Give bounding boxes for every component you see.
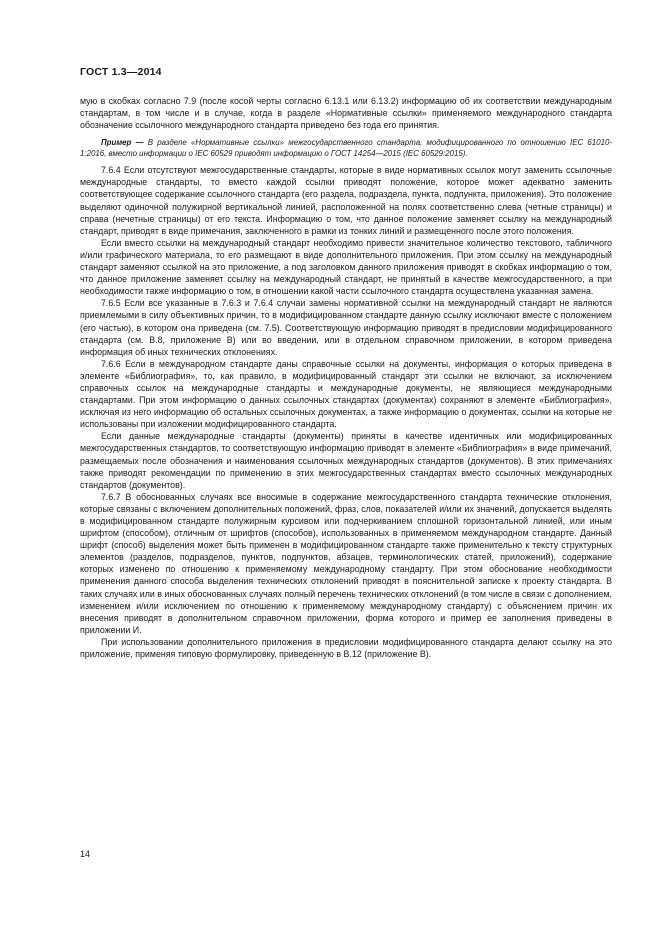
page-number: 14 [80,849,91,859]
paragraph-7-6-4: 7.6.4 Если отсутствуют межгосударственные стандарты, которые в виде нормативных ссылок могут заменить ссылочные международные стандарты, то вместо каждой ссылки приводят положение, которое может адекватно заменить соответствующее содержание ссылочного стандарта (его раздела, подраздела, пункта, подпункта, приложения). Это положение выделяют одиночной полужирной вертикальной линией, расположенной на полях соответственно слева (четные страницы) и справа (нечетные страницы) от его текста. Информацию о том, что данное положение заменяет ссылку на международный стандарт, приводят в виде примечания, заключенного в рамки из тонких линий и размещенного после этого положения. [80,165,612,236]
example-paragraph [80,137,612,159]
paragraph-7-6-7: 7.6.7 В обоснованных случаях все вносимые в содержание межгосударственного стандарта технические отклонения, которые связаны с включением дополнительных положений, фраз, слов, показателей и/или их значений, допускается выделять в модифицированном стандарте полужирным курсивом или подчеркиванием сплошной горизонтальной линией, или иным шрифтом (способом), отличным от шрифтов (способов), использованных в применяемом международном стандарте. Данный шрифт (способ) выделения может быть применен в модифицированном стандарте также применительно к тексту структурных элементов (разделов, подразделов, пунктов, подпунктов, абзацев, терминологических статей, приложений), содержание которых изменено по отношению к применяемому международному стандарту. При этом обоснование необходимости применения данного способа выделения технических отклонений приводят в пояснительной записке к проекту стандарта. В таких случаях или в иных обоснованных случаях полный перечень технических отклонений (в том числе в связи с дополнением, изменением и/или исключением по отношению к применяемому международному стандарту) с объяснением причин их внесения приводят в дополнительном справочном приложении, форма которого и пример ее заполнения приведены в приложении И. [80,491,612,635]
document-body [80,95,612,660]
example-label: Пример — [101,138,148,148]
paragraph-continuation: мую в скобках согласно 7.9 (после косой черты согласно 6.13.1 или 6.13.2) информацию об их соответствии международным стандартам, в том числе и в случае, когда в разделе «Нормативные ссылки» применяемого международного стандарта обозначение ссылочного международного стандарта приведено без года его принятия. [80,96,612,131]
paragraph-7-6-6-notes: Если данные международные стандарты (документы) приняты в качестве идентичных или модифицированных межгосударственных стандартов, то соответствующую информацию приводят в элементе «Библиография» в виде примечаний, размещаемых после обозначения и наименования ссылочных международных стандартов (документов). В этих примечаниях также приводят рекомендации по применению в этих межгосударственных стандартах вместо ссылочных международных стандартов (документов). [80,431,612,490]
paragraph-7-6-4-appendix: Если вместо ссылки на международный стандарт необходимо привести значительное количество текстового, табличного и/или графического материала, то его размещают в виде дополнительного приложения. При этом ссылку на международный стандарт заменяют ссылкой на это приложение, а под заголовком данного приложения приводят в скобках информацию о том, что данное приложение заменяет ссылку на международный стандарт, не принятый в качестве межгосударственного, а при необходимости также информацию о том, в отношении какой части ссылочного стандарта осуществлена указанная замена. [80,237,612,297]
example-text: В разделе «Нормативные ссылки» межгосударственного стандарта, модифицированного по отношению IEC 61010-1:2016, вместо информации о IEC 60529 приводят информацию о ГОСТ 14254—2015 (IEC 60529:2015). [80,138,612,159]
paragraph-7-6-5: 7.6.5 Если все указанные в 7.6.3 и 7.6.4 случаи замены нормативной ссылки на международный стандарт не являются приемлемыми в силу объективных причин, то в модифицированном стандарте данную ссылку исключают вместе с положением (его частью), в котором она приведена (см. 7.5). Соответствующую информацию приводят в предисловии модифицированного стандарта (см. В.8, приложение В) или во введении, или в отдельном справочном приложении, в котором приведена информация об иных технических отклонениях. [80,298,612,357]
paragraph-7-6-6: 7.6.6 Если в международном стандарте даны справочные ссылки на документы, информация о которых приведена в элементе «Библиография», то, как правило, в модифицированный стандарт эти ссылки не включают, за исключением справочных ссылок на международные стандарты и международные документы, не являющиеся международными стандартами. При этом информацию о данных ссылочных стандартах (документах) сохраняют в элементе «Библиография», исключая из него информацию об остальных ссылочных документах, а также информацию о документах, ссылки на которые не использованы при изложении модифицированного стандарта. [80,358,612,430]
document-header: ГОСТ 1.3—2014 [80,66,162,78]
paragraph-7-6-7-preface: При использовании дополнительного приложения в предисловии модифицированного стандарта делают ссылку на это приложение, применяя типовую формулировку, приведенную в В.12 (приложение В). [80,636,612,660]
